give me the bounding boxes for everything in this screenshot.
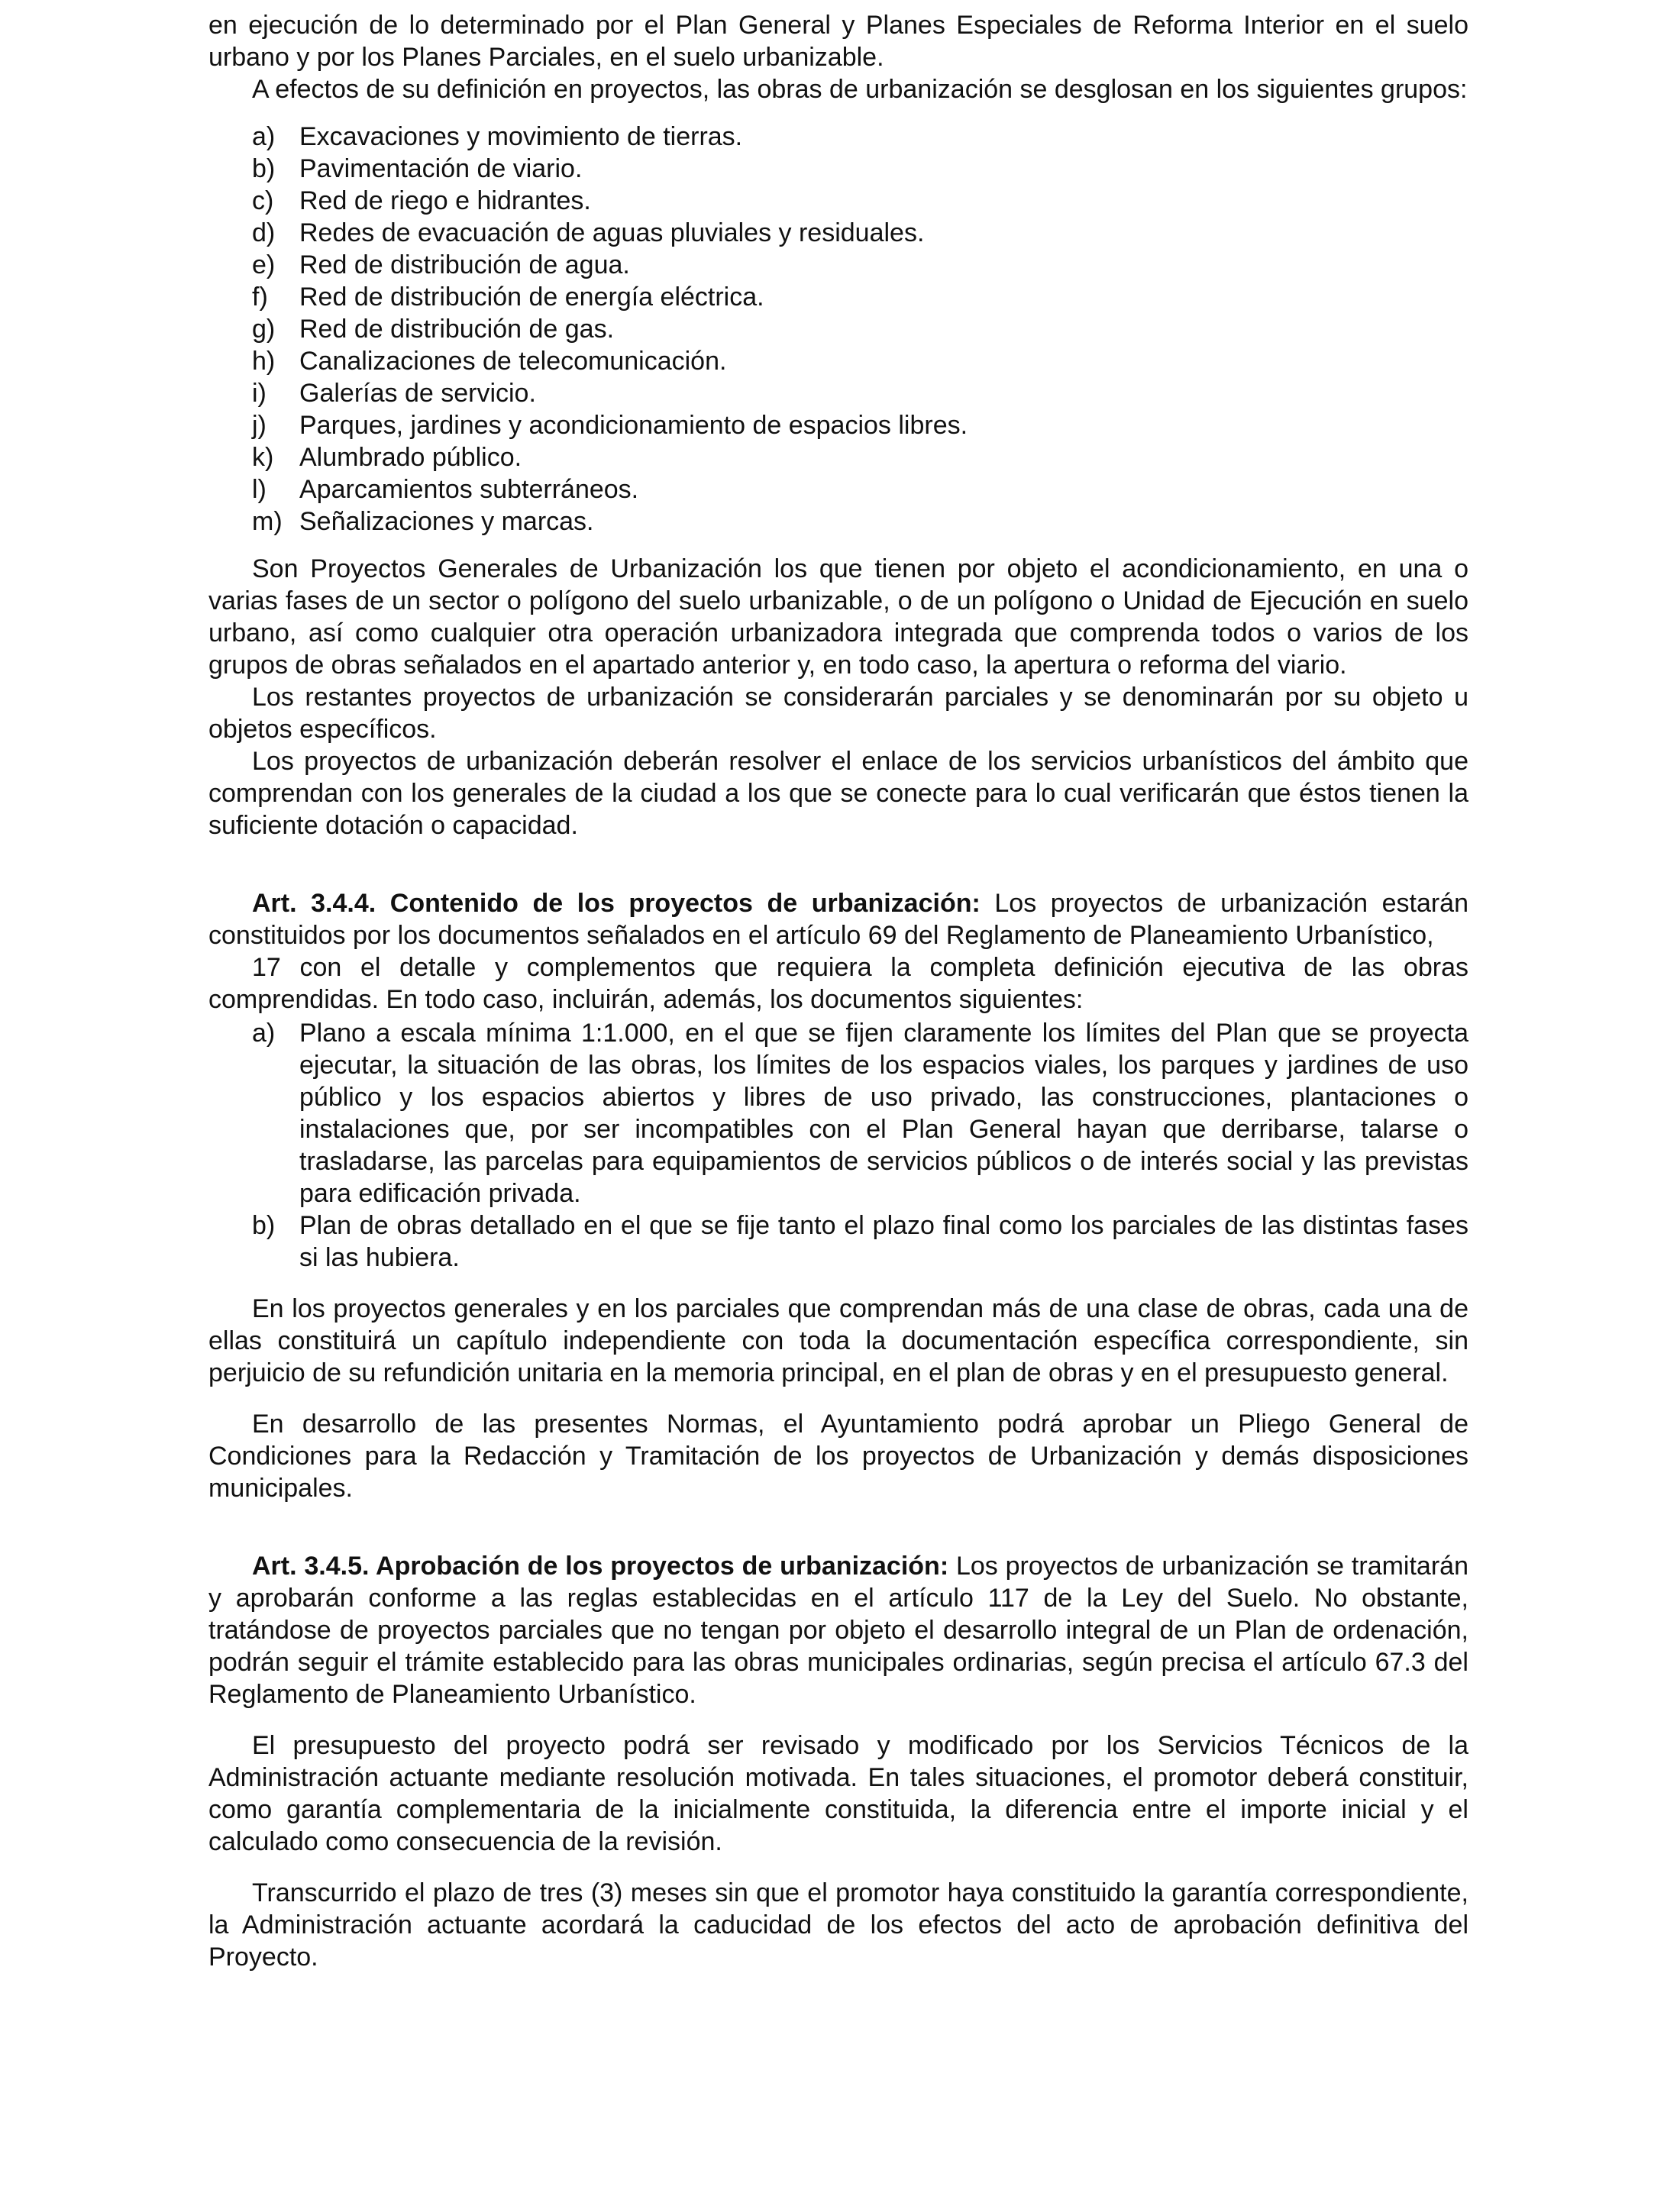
services-link-paragraph: Los proyectos de urbanización deberán resolver el enlace de los servicios urbanísticos del ámbito que comprendan con los generales de la ciudad a los que se conecte para lo cual verificarán que éstos tienen la suficiente dotación o capacidad. <box>208 747 1468 840</box>
article-body: Los proyectos de urbanización se tramitarán y aprobarán conforme a las reglas establecidas en el artículo 117 de la Ley del Suelo. No obstante, tratándose de proyectos parciales que no tengan por objeto el desarrollo integral de un Plan de ordenación, podrán seguir el trámite establecido para las obras municipales ordinarias, según precisa el artículo 67.3 del Reglamento de Planeamiento Urbanístico. <box>208 1552 1468 1709</box>
article-3-4-4-continuation: 17 con el detalle y complementos que requiera la completa definición ejecutiva de las obras comprendidas. En todo caso, incluirán, además, los documentos siguientes: <box>208 953 1468 1014</box>
article-3-4-5 <box>208 1550 1468 1710</box>
list-item: a) Plano a escala mínima 1:1.000, en el que se fijen claramente los límites del Plan que se proyecta ejecutar, la situación de las obras, los límites de los espacios viales, los parques y jardines de uso público y los espacios abiertos y libres de uso privado, las construcciones, plantaciones o instalaciones que, por ser incompatibles con el Plan General hayan que derribarse, talarse o trasladarse, las parcelas para equipamientos de servicios públicos o de interés social y las previstas para edificación privada. <box>252 1019 1468 1208</box>
article-heading: Art. 3.4.5. Aprobación de los proyectos de urbanización: <box>252 1552 949 1581</box>
intro-continuation: en ejecución de lo determinado por el Plan General y Planes Especiales de Reforma Interior en el suelo urbano y por los Planes Parciales, en el suelo urbanizable. <box>208 11 1468 72</box>
document-page <box>208 9 1468 1973</box>
list-item: c) Red de riego e hidrantes. <box>252 186 591 215</box>
general-conditions-paragraph: En desarrollo de las presentes Normas, el Ayuntamiento podrá aprobar un Pliego General de Condiciones para la Redacción y Tramitación de los proyectos de Urbanización y demás disposiciones municipales. <box>208 1410 1468 1503</box>
works-groups-list <box>208 121 1468 538</box>
article-heading: Art. 3.4.4. Contenido de los proyectos de urbanización: <box>252 889 981 918</box>
list-item: e) Red de distribución de agua. <box>252 250 630 279</box>
list-item: i) Galerías de servicio. <box>252 379 536 408</box>
general-projects-paragraph: Son Proyectos Generales de Urbanización los que tienen por objeto el acondicionamiento, en una o varias fases de un sector o polígono del suelo urbanizable, o de un polígono o Unidad de Ejecución en suelo urbano, así como cualquier otra operación urbanizadora integrada que comprenda todos o varios de los grupos de obras señalados en el apartado anterior y, en todo caso, la apertura o reforma del viario. <box>208 554 1468 680</box>
budget-revision-paragraph: El presupuesto del proyecto podrá ser revisado y modificado por los Servicios Técnicos de la Administración actuante mediante resolución motivada. En tales situaciones, el promotor deberá constituir, como garantía complementaria de la inicialmente constituida, la diferencia entre el importe inicial y el calculado como consecuencia de la revisión. <box>208 1731 1468 1856</box>
list-item: d) Redes de evacuación de aguas pluviales y residuales. <box>252 218 925 247</box>
list-item: k) Alumbrado público. <box>252 443 522 472</box>
list-item: h) Canalizaciones de telecomunicación. <box>252 347 727 376</box>
groups-intro: A efectos de su definición en proyectos, las obras de urbanización se desglosan en los siguientes grupos: <box>252 75 1468 104</box>
article-3-4-4 <box>208 887 1468 951</box>
expiry-paragraph: Transcurrido el plazo de tres (3) meses sin que el promotor haya constituido la garantía correspondiente, la Administración actuante acordará la caducidad de los efectos del acto de aprobación definitiva del Proyecto. <box>208 1878 1468 1972</box>
list-item: a) Excavaciones y movimiento de tierras. <box>252 122 743 151</box>
partial-projects-paragraph: Los restantes proyectos de urbanización se considerarán parciales y se denominarán por su objeto u objetos específicos. <box>208 683 1468 744</box>
works-chapters-paragraph: En los proyectos generales y en los parciales que comprendan más de una clase de obras, cada una de ellas constituirá un capítulo independiente con toda la documentación específica correspondiente, sin perjuicio de su refundición unitaria en la memoria principal, en el plan de obras y en el presupuesto general. <box>208 1294 1468 1387</box>
list-item: b) Plan de obras detallado en el que se fije tanto el plazo final como los parciales de las distintas fases si las hubiera. <box>252 1211 1468 1272</box>
list-item: b) Pavimentación de viario. <box>252 154 583 183</box>
list-item: m) Señalizaciones y marcas. <box>252 507 594 536</box>
required-documents-list <box>208 1017 1468 1274</box>
list-item: j) Parques, jardines y acondicionamiento de espacios libres. <box>252 411 968 440</box>
list-item: f) Red de distribución de energía eléctrica. <box>252 283 764 312</box>
article-body: Los proyectos de urbanización estarán constituidos por los documentos señalados en el artículo 69 del Reglamento de Planeamiento Urbanístico, <box>208 889 1468 950</box>
list-item: g) Red de distribución de gas. <box>252 315 615 344</box>
list-item: l) Aparcamientos subterráneos. <box>252 475 639 504</box>
